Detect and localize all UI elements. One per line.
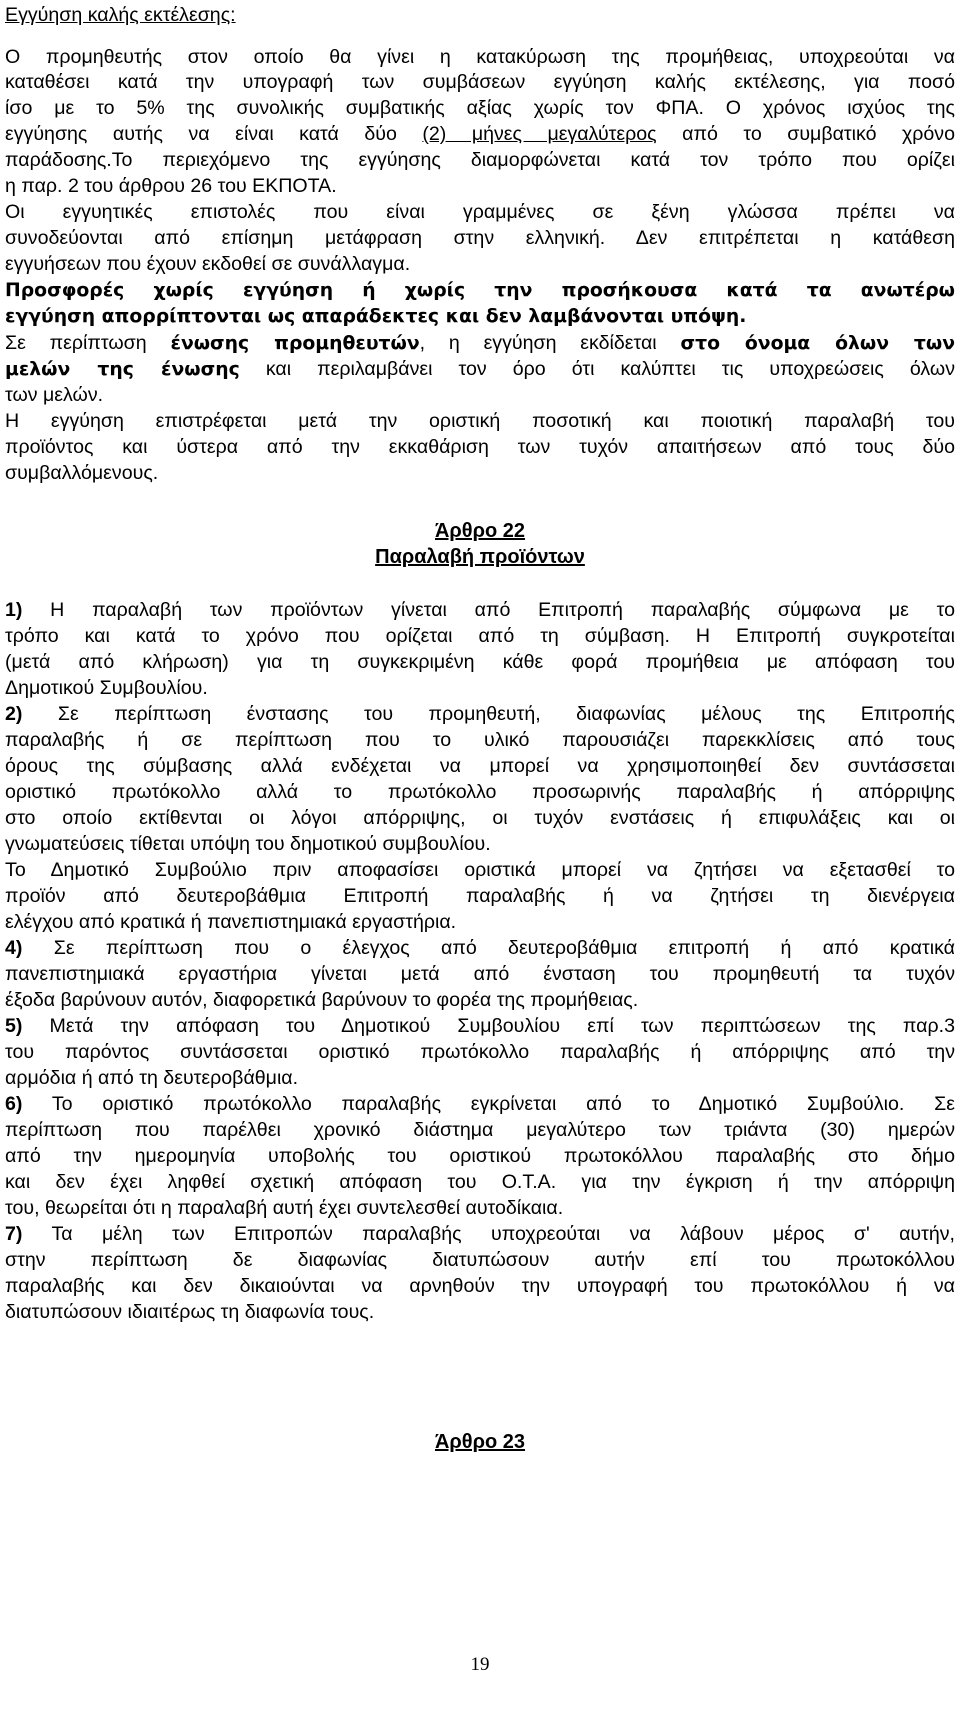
text-span: Σε περίπτωση που ο έλεγχος από δευτεροβάθμια επιτροπή ή από κρατικά xyxy=(22,937,955,959)
text-span: Το οριστικό πρωτόκολλο παραλαβής εγκρίνεται από το Δημοτικό Συμβούλιο. Σε xyxy=(22,1093,955,1115)
text-span: Σε περίπτωση ένστασης του προμηθευτή, διαφωνίας μέλους της Επιτροπής xyxy=(22,703,955,725)
text-span: εγγύησης αυτής να είναι κατά δύο xyxy=(5,123,423,145)
text-span: και περιλαμβάνει τον όρο ότι καλύπτει τις υποχρεώσεις όλων xyxy=(239,358,955,380)
item-number: 2) xyxy=(5,703,23,725)
text-line: όρους της σύμβασης αλλά ενδέχεται να μπορεί να χρησιμοποιηθεί δεν συντάσσεται xyxy=(5,755,955,777)
text-line xyxy=(5,122,955,146)
bold-span: ένωσης προμηθευτών xyxy=(170,333,420,354)
text-line: διατυπώσουν ιδιαιτέρως τη διαφωνία τους. xyxy=(5,1301,375,1323)
text-line xyxy=(5,1222,955,1246)
text-line xyxy=(5,331,955,356)
text-line: Η εγγύηση επιστρέφεται μετά την οριστική ποσοτική και ποιοτική παραλαβή του xyxy=(5,410,955,432)
bold-text-line: εγγύηση απορρίπτονται ως απαράδεκτες και δεν λαμβάνονται υπόψη. xyxy=(5,306,747,327)
article-title: Άρθρο 23 xyxy=(434,1431,526,1453)
text-line: περίπτωση που παρέλθει χρονικό διάστημα μεγαλύτερο των τριάντα (30) ημερών xyxy=(5,1119,955,1141)
text-line: καταθέσει κατά την υπογραφή των συμβάσεων εγγύηση καλής εκτέλεσης, για ποσό xyxy=(5,71,955,93)
text-line: στην περίπτωση δε διαφωνίας διατυπώσουν αυτήν επί του πρωτοκόλλου xyxy=(5,1249,955,1271)
text-line: Δημοτικού Συμβουλίου. xyxy=(5,677,208,699)
text-line: προϊόν από δευτεροβάθμια Επιτροπή παραλαβής ή να ζητήσει τη διενέργεια xyxy=(5,885,955,907)
text-line: προϊόντος και ύστερα από την εκκαθάριση των τυχόν απαιτήσεων από τους δύο xyxy=(5,436,955,458)
text-line: του παρόντος συντάσσεται οριστικό πρωτόκολλο παραλαβής ή απόρριψης από την xyxy=(5,1041,955,1063)
text-line: αρμόδια ή από τη δευτεροβάθμια. xyxy=(5,1067,299,1089)
item-number: 1) xyxy=(5,599,23,621)
text-span: Η παραλαβή των προϊόντων γίνεται από Επιτροπή παραλαβής σύμφωνα με το xyxy=(22,599,955,621)
text-span: Σε περίπτωση xyxy=(5,332,171,354)
text-line: έξοδα βαρύνουν αυτόν, διαφορετικά βαρύνουν το φορέα της προμήθειας. xyxy=(5,989,639,1011)
underlined-span: (2) μήνες μεγαλύτερος xyxy=(422,123,657,145)
text-line: η παρ. 2 του άρθρου 26 του ΕΚΠΟΤΑ. xyxy=(5,175,337,197)
text-span: , η εγγύηση εκδίδεται xyxy=(419,332,681,354)
text-line: από την ημερομηνία υποβολής του οριστικού πρωτοκόλλου παραλαβής στο δήμο xyxy=(5,1145,955,1167)
bold-span: στο όνομα όλων των xyxy=(680,333,955,354)
text-line: των μελών. xyxy=(5,384,104,406)
text-line xyxy=(5,702,955,726)
text-line: εγγυήσεων που έχουν εκδοθεί σε συνάλλαγμα. xyxy=(5,253,411,275)
text-line xyxy=(5,936,955,960)
text-line: και δεν έχει ληφθεί σχετική απόφαση του Ο.Τ.Α. για την έγκριση ή την απόρριψη xyxy=(5,1171,955,1193)
section-heading: Εγγύηση καλής εκτέλεσης: xyxy=(5,4,236,26)
article-title: Άρθρο 22 xyxy=(434,520,526,542)
article-subtitle: Παραλαβή προϊόντων xyxy=(375,546,585,568)
text-line: παράδοσης.Το περιεχόμενο της εγγύησης διαμορφώνεται κατά τον τρόπο που ορίζει xyxy=(5,149,955,171)
text-line: ίσο με το 5% της συνολικής συμβατικής αξίας χωρίς τον ΦΠΑ. Ο χρόνος ισχύος της xyxy=(5,97,955,119)
text-line: γνωματεύσεις τίθεται υπόψη του δημοτικού συμβουλίου. xyxy=(5,833,491,855)
text-line: ελέγχου από κρατικά ή πανεπιστημιακά εργαστήρια. xyxy=(5,911,457,933)
item-number: 6) xyxy=(5,1093,23,1115)
text-line: συνοδεύονται από επίσημη μετάφραση στην ελληνική. Δεν επιτρέπεται η κατάθεση xyxy=(5,227,955,249)
text-line: συμβαλλόμενους. xyxy=(5,462,159,484)
bold-span: μελών της ένωσης xyxy=(5,359,240,380)
text-line xyxy=(5,357,955,382)
text-line xyxy=(5,598,955,622)
text-line: πανεπιστημιακά εργαστήρια γίνεται μετά από ένσταση του προμηθευτή τα τυχόν xyxy=(5,963,955,985)
item-number: 5) xyxy=(5,1015,23,1037)
text-line: οριστικό πρωτόκολλο αλλά το πρωτόκολλο προσωρινής παραλαβής ή απόρριψης xyxy=(5,781,955,803)
item-number: 7) xyxy=(5,1223,23,1245)
text-line: τρόπο και κατά το χρόνο που ορίζεται από τη σύμβαση. Η Επιτροπή συγκροτείται xyxy=(5,625,955,647)
text-span: Μετά την απόφαση του Δημοτικού Συμβουλίου επί των περιπτώσεων της παρ.3 xyxy=(22,1015,955,1037)
bold-text-line: Προσφορές χωρίς εγγύηση ή χωρίς την προσήκουσα κατά τα ανωτέρω xyxy=(5,280,955,301)
text-span: από το συμβατικό χρόνο xyxy=(656,123,955,145)
text-line: Ο προμηθευτής στον οποίο θα γίνει η κατακύρωση της προμήθειας, υποχρεούται να xyxy=(5,46,955,68)
text-line: παραλαβής και δεν δικαιούνται να αρνηθούν την υπογραφή του πρωτοκόλλου ή να xyxy=(5,1275,955,1297)
text-span: Τα μέλη των Επιτροπών παραλαβής υποχρεούται να λάβουν μέρος σ' αυτήν, xyxy=(22,1223,955,1245)
text-line: του, θεωρείται ότι η παραλαβή αυτή έχει συντελεσθεί αυτοδίκαια. xyxy=(5,1197,564,1219)
text-line xyxy=(5,1092,955,1116)
text-line: παραλαβής ή σε περίπτωση που το υλικό παρουσιάζει παρεκκλίσεις από τους xyxy=(5,729,955,751)
text-line: στο οποίο εκτίθενται οι λόγοι απόρριψης, οι τυχόν ενστάσεις ή επιφυλάξεις και οι xyxy=(5,807,955,829)
text-line: (μετά από κλήρωση) για τη συγκεκριμένη κάθε φορά προμήθεια με απόφαση του xyxy=(5,651,955,673)
item-number: 4) xyxy=(5,937,23,959)
page-number: 19 xyxy=(470,1654,490,1675)
text-line xyxy=(5,1014,955,1038)
text-line: Οι εγγυητικές επιστολές που είναι γραμμένες σε ξένη γλώσσα πρέπει να xyxy=(5,201,955,223)
text-line: Το Δημοτικό Συμβούλιο πριν αποφασίσει οριστικά μπορεί να ζητήσει να εξετασθεί το xyxy=(5,859,955,881)
